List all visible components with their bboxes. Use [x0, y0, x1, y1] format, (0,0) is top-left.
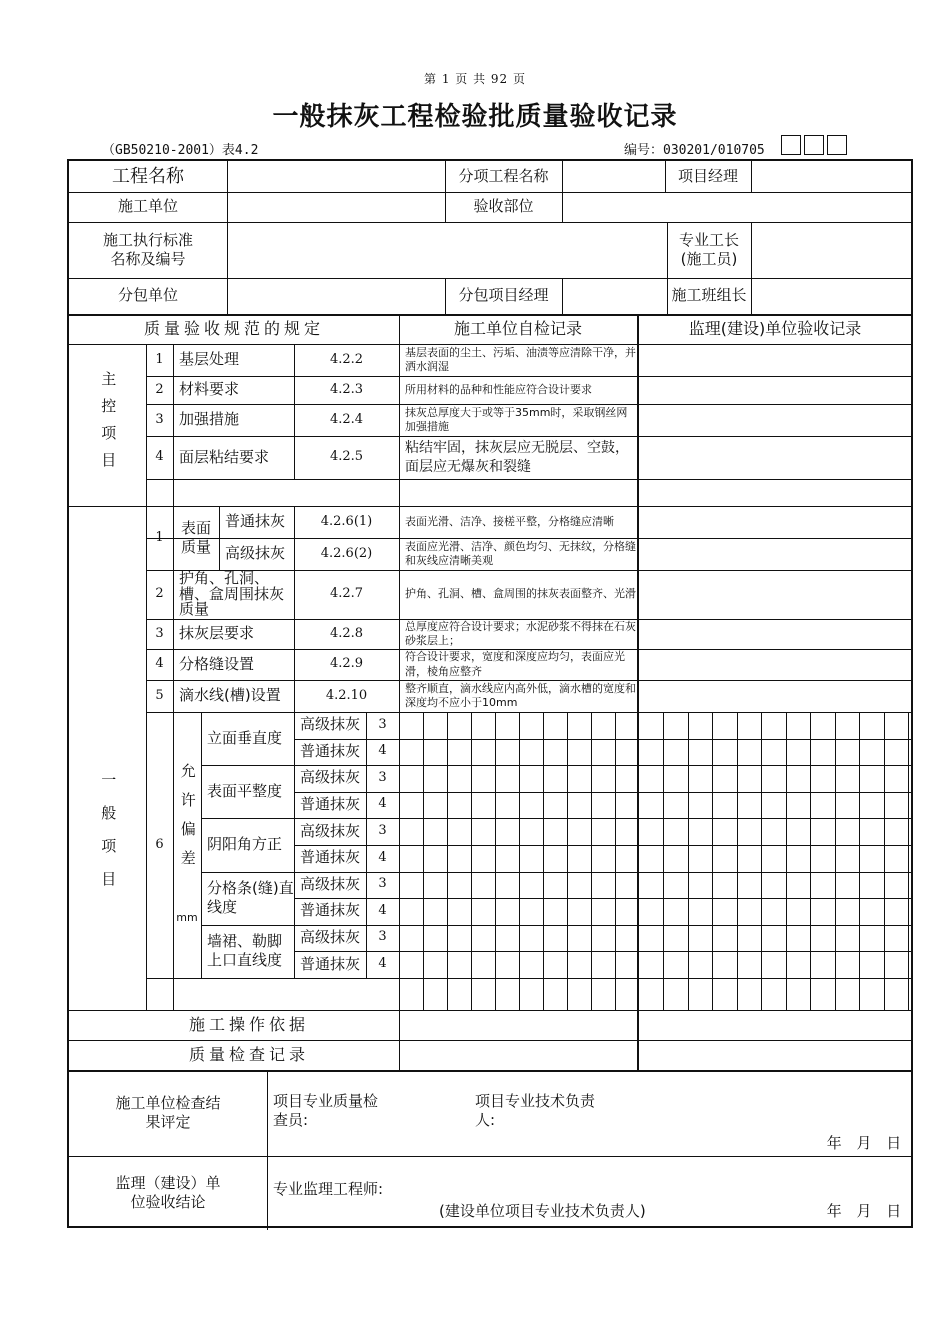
item-desc: 护角、孔洞、槽、盒周围的抹灰表面整齐、光滑 [405, 587, 636, 601]
tolerance-value: 3 [378, 876, 387, 892]
date-label: 年 月 日 [826, 1134, 902, 1153]
grade-label: 高级抹灰 [299, 821, 360, 840]
item-desc: 表面应光滑、洁净、颜色均匀、无抹纹，分格缝和灰线应清晰美观 [405, 539, 636, 567]
item-name: 加强措施 [179, 410, 240, 429]
supervision-cell[interactable] [637, 344, 913, 376]
sub-grade: 高级抹灰 [225, 544, 286, 563]
v-rule [495, 712, 496, 1010]
tolerance-value: 4 [378, 796, 387, 812]
tolerance-item: 阴阳角方正 [207, 835, 283, 854]
tolerance-value: 4 [378, 902, 387, 918]
v-rule [908, 712, 909, 1010]
item-no: 6 [155, 836, 164, 852]
tolerance-unit: mm [176, 910, 198, 924]
item-desc: 整齐顺直，滴水线应内高外低，滴水槽的宽度和深度均不应小于10mm [405, 681, 636, 709]
code-box[interactable] [804, 135, 824, 155]
main-items-label: 主控项目 [99, 371, 118, 479]
item-no: 2 [155, 381, 164, 397]
tolerance-item: 墙裙、勒脚上口直线度 [207, 931, 283, 970]
tolerance-value: 3 [378, 822, 387, 838]
project-name-label: 工程名称 [112, 165, 184, 187]
tolerance-item: 表面平整度 [207, 781, 283, 800]
basis-label: 施工操作依据 [188, 1014, 309, 1034]
sup-engineer-label: 专业监理工程师: [273, 1180, 384, 1199]
item-clause: 4.2.6(1) [320, 513, 373, 529]
item-clause: 4.2.3 [329, 381, 364, 397]
item-name: 抹灰层要求 [179, 624, 255, 643]
tolerance-item: 立面垂直度 [207, 728, 283, 747]
subcontract-unit-field[interactable] [227, 278, 445, 314]
item-no: 1 [155, 529, 164, 545]
v-rule [712, 712, 713, 1010]
item-name: 表面质量 [181, 518, 212, 556]
v-rule [884, 712, 885, 1010]
item-desc: 基层表面的尘土、污垢、油渍等应清除干净，并洒水润湿 [405, 345, 636, 373]
tolerance-value: 3 [378, 929, 387, 945]
tolerance-label: 允许偏差 [178, 763, 197, 879]
item-no: 4 [155, 656, 164, 672]
form-code: 编号：030201/010705 [624, 143, 765, 158]
project-name-field[interactable] [227, 161, 445, 192]
v-rule [519, 712, 520, 1010]
item-clause: 4.2.2 [329, 351, 364, 367]
acceptance-part-field[interactable] [562, 192, 913, 222]
eval-label: 施工单位检查结果评定 [115, 1093, 221, 1131]
supervision-cell[interactable] [637, 436, 913, 479]
item-no: 4 [155, 449, 164, 465]
acceptance-form [67, 159, 913, 1228]
grade-label: 普通抹灰 [299, 954, 360, 973]
team-leader-field[interactable] [751, 278, 913, 314]
v-rule [761, 712, 762, 1010]
item-name: 分格缝设置 [179, 654, 255, 673]
grade-label: 普通抹灰 [299, 741, 360, 760]
construction-unit-field[interactable] [227, 192, 445, 222]
item-clause: 4.2.7 [329, 586, 364, 602]
standard-name-label: 施工执行标准名称及编号 [102, 230, 193, 268]
spec-header: 质量验收规范的规定 [143, 318, 324, 338]
item-name: 护角、孔洞、槽、盒周围抹灰质量 [179, 568, 285, 619]
item-no: 2 [155, 586, 164, 602]
project-manager-label: 项目经理 [677, 166, 738, 185]
item-name: 基层处理 [179, 350, 240, 369]
v-rule [688, 712, 689, 1010]
acceptance-part-label: 验收部位 [473, 197, 534, 216]
item-no: 1 [155, 351, 164, 367]
general-items-label: 一般项目 [99, 772, 118, 904]
v-rule [567, 712, 568, 1010]
construction-unit-label: 施工单位 [117, 197, 178, 216]
subcontract-unit-label: 分包单位 [117, 286, 178, 305]
item-no: 3 [155, 411, 164, 427]
h-rule [146, 479, 913, 480]
item-no: 5 [155, 687, 164, 703]
team-leader-label: 施工班组长 [671, 286, 747, 305]
item-clause: 4.2.4 [329, 411, 364, 427]
supervision-conclusion-label: 监理（建设）单位验收结论 [115, 1173, 221, 1211]
item-clause: 4.2.6(2) [320, 545, 373, 561]
grade-label: 高级抹灰 [299, 715, 360, 734]
code-box[interactable] [827, 135, 847, 155]
v-rule [471, 712, 472, 1010]
subcontract-manager-label: 分包项目经理 [458, 286, 549, 305]
item-desc: 抹灰总厚度大于或等于35mm时，采取钢丝网加强措施 [405, 405, 628, 433]
subcontract-manager-field[interactable] [562, 278, 667, 314]
v-rule [786, 712, 787, 1010]
tolerance-value: 4 [378, 743, 387, 759]
grade-label: 高级抹灰 [299, 928, 360, 947]
project-manager-field[interactable] [751, 161, 915, 192]
v-rule [859, 712, 860, 1010]
v-rule [737, 712, 738, 1010]
grade-label: 高级抹灰 [299, 874, 360, 893]
inspector-label: 项目专业质量检查员: [273, 1091, 379, 1129]
standard-ref: （GB50210-2001）表4.2 [102, 143, 259, 158]
tolerance-value: 4 [378, 955, 387, 971]
v-rule [447, 712, 448, 1010]
item-name: 滴水线(槽)设置 [179, 686, 281, 705]
item-desc: 总厚度应符合设计要求；水泥砂浆不得抹在石灰砂浆层上； [405, 619, 636, 647]
grade-label: 高级抹灰 [299, 768, 360, 787]
foreman-field[interactable] [751, 222, 913, 278]
form-title: 一般抹灰工程检验批质量验收记录 [272, 102, 678, 132]
v-rule [399, 712, 400, 1010]
item-name: 材料要求 [179, 380, 240, 399]
item-desc: 所用材料的品种和性能应符合设计要求 [405, 382, 592, 396]
self-check-header: 施工单位自检记录 [453, 318, 582, 338]
item-clause: 4.2.8 [329, 625, 364, 641]
supervision-cell[interactable] [637, 404, 913, 436]
tolerance-value: 3 [378, 769, 387, 785]
supervision-header: 监理(建设)单位验收记录 [688, 318, 862, 338]
code-box[interactable] [781, 135, 801, 155]
grade-label: 普通抹灰 [299, 901, 360, 920]
item-clause: 4.2.5 [329, 449, 364, 465]
v-rule [810, 712, 811, 1010]
date-label: 年 月 日 [826, 1202, 902, 1221]
v-rule [615, 712, 616, 1010]
v-rule [423, 712, 424, 1010]
v-rule [591, 712, 592, 1010]
sub-project-label: 分项工程名称 [458, 166, 549, 185]
v-rule [543, 712, 544, 1010]
supervision-cell[interactable] [637, 376, 913, 404]
grade-label: 普通抹灰 [299, 795, 360, 814]
quality-record-label: 质量检查记录 [188, 1044, 309, 1064]
v-rule [267, 1070, 268, 1230]
v-rule [663, 712, 664, 1010]
grade-label: 普通抹灰 [299, 848, 360, 867]
code-boxes[interactable] [781, 135, 850, 159]
owner-lead-label: (建设单位项目专业技术负责人) [439, 1202, 646, 1221]
tolerance-value: 3 [378, 716, 387, 732]
item-clause: 4.2.10 [325, 687, 368, 703]
tech-lead-label: 项目专业技术负责人: [475, 1091, 596, 1129]
tolerance-item: 分格条(缝)直线度 [207, 878, 294, 917]
foreman-label: 专业工长(施工员) [678, 230, 739, 268]
v-rule [835, 712, 836, 1010]
item-desc: 符合设计要求，宽度和深度应均匀，表面应光滑，棱角应整齐 [405, 650, 625, 678]
item-no: 3 [155, 625, 164, 641]
item-desc: 表面光滑、洁净、接槎平整，分格缝应清晰 [405, 514, 614, 528]
item-clause: 4.2.9 [329, 656, 364, 672]
item-name: 面层粘结要求 [179, 447, 270, 466]
sub-grade: 普通抹灰 [225, 512, 286, 531]
item-desc: 粘结牢固，抹灰层应无脱层、空鼓，面层应无爆灰和裂缝 [405, 440, 629, 475]
standard-name-field[interactable] [227, 222, 667, 278]
tolerance-value: 4 [378, 849, 387, 865]
page-info: 第 1 页 共 92 页 [424, 72, 526, 86]
h-rule [146, 978, 913, 979]
sub-project-field[interactable] [562, 161, 665, 192]
